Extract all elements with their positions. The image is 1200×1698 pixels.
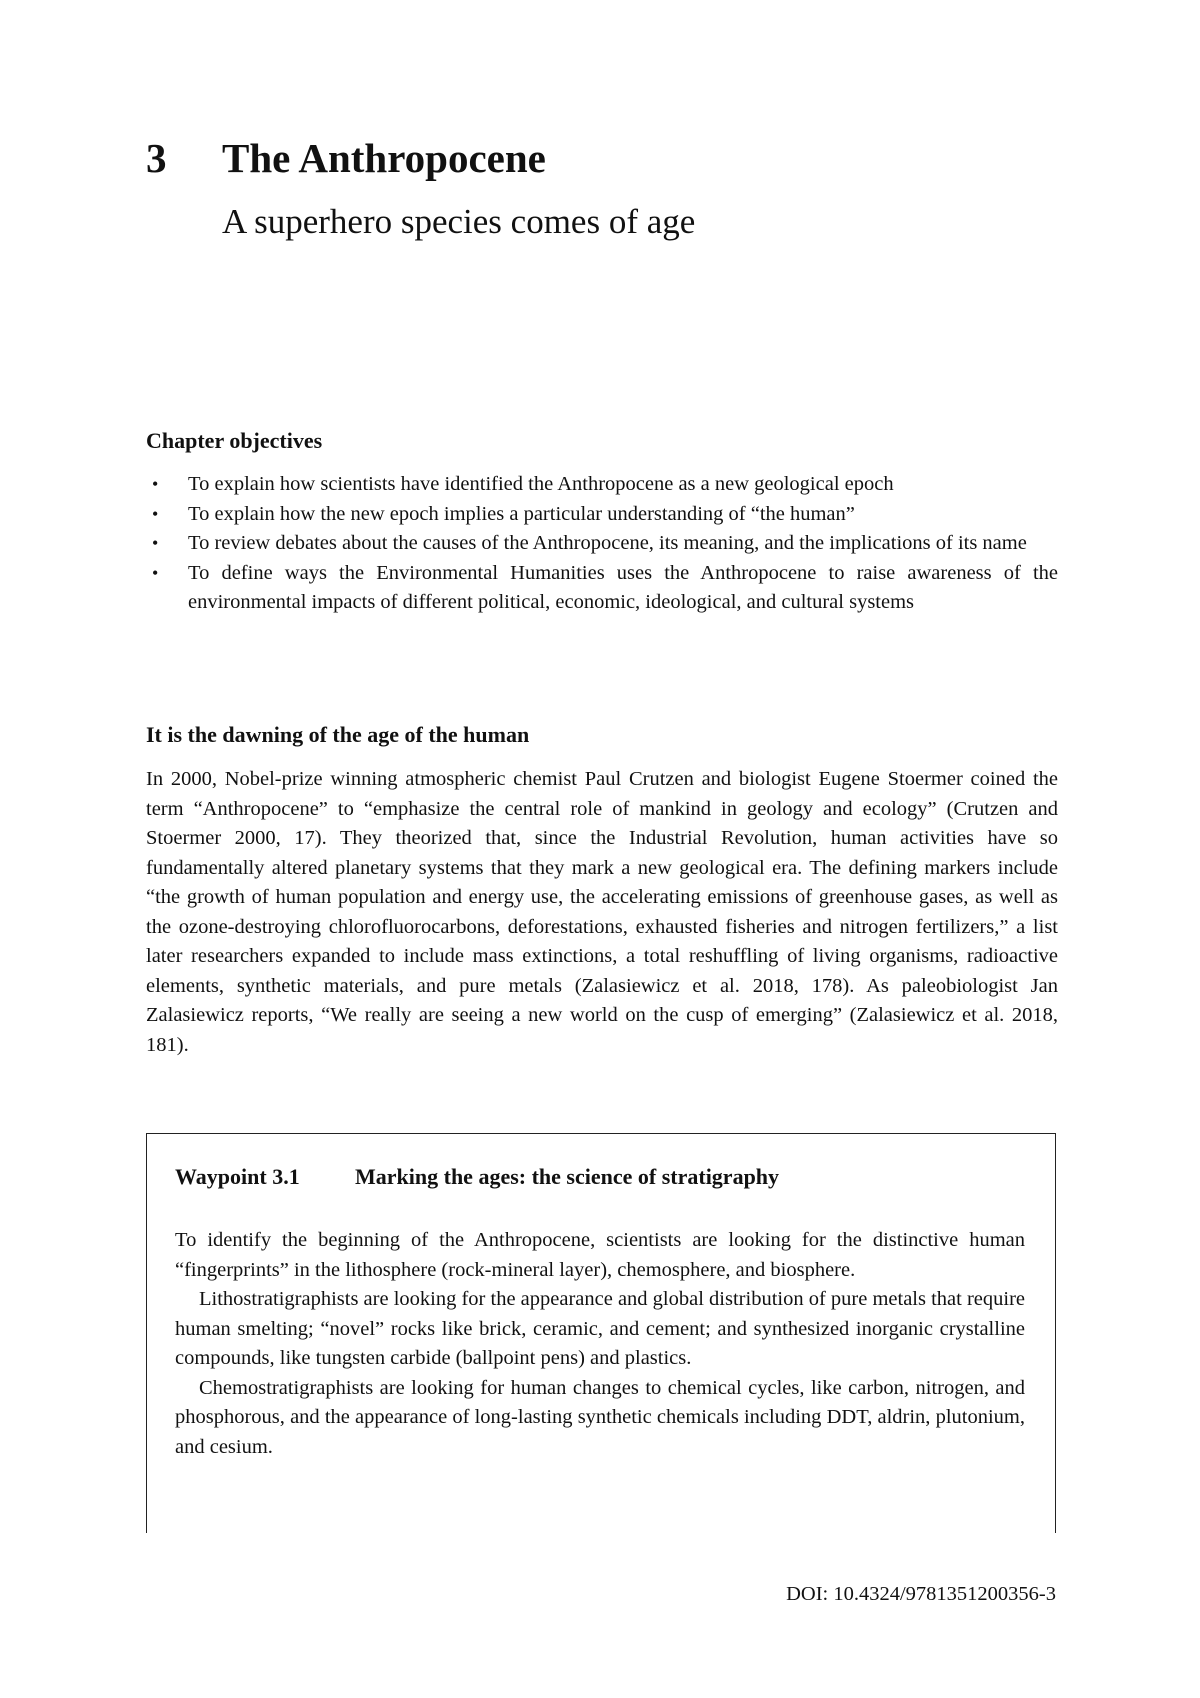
objective-text: To explain how scientists have identified the Anthropocene as a new geological epoch — [188, 473, 894, 495]
chapter-heading — [146, 135, 546, 181]
objective-text: To explain how the new epoch implies a particular understanding of “the human” — [188, 502, 855, 525]
waypoint-paragraph: Chemostratigraphists are looking for human changes to chemical cycles, like carbon, nitrogen, and phosphorous, and the appearance of long-lasting synthetic chemicals including DDT, aldrin, plutonium, and cesium. — [175, 1376, 1025, 1458]
waypoint-heading — [175, 1164, 779, 1190]
waypoint-body — [175, 1226, 1025, 1462]
waypoint-paragraph: Lithostratigraphists are looking for the appearance and global distribution of pure metals that require human smelting; “novel” rocks like brick, ceramic, and cement; and synthesized inorganic crystalline compounds, like tungsten carbide (ballpoint pens) and plastics. — [175, 1288, 1026, 1369]
waypoint-label: Waypoint 3.1 — [175, 1164, 300, 1189]
objective-item — [146, 529, 1058, 559]
doi-footer: DOI: 10.4324/9781351200356-3 — [786, 1583, 1056, 1605]
waypoint-paragraph: To identify the beginning of the Anthropocene, scientists are looking for the distinctive human “fingerprints” in the lithosphere (rock-mineral layer), chemosphere, and biosphere. — [175, 1229, 1025, 1281]
objective-text: To define ways the Environmental Humanities uses the Anthropocene to raise awareness of the environmental impacts of different political, economic, ideological, and cultural systems — [188, 561, 1058, 613]
chapter-subtitle: A superhero species comes of age — [222, 202, 696, 241]
bullet-icon: • — [152, 562, 159, 583]
chapter-number: 3 — [146, 135, 167, 181]
bullet-icon: • — [152, 474, 159, 494]
objective-item — [146, 500, 1058, 530]
objective-text: To review debates about the causes of the Anthropocene, its meaning, and the implications of its name — [188, 532, 1027, 554]
waypoint-title: Marking the ages: the science of stratigraphy — [355, 1164, 780, 1189]
objectives-heading: Chapter objectives — [146, 428, 323, 453]
bullet-icon: • — [152, 533, 159, 553]
bullet-icon: • — [152, 503, 159, 524]
objectives-list — [146, 470, 1058, 618]
objective-item — [146, 559, 1058, 618]
chapter-title: The Anthropocene — [222, 135, 546, 181]
waypoint-box — [146, 1133, 1056, 1533]
objective-item — [146, 470, 1058, 500]
body-paragraph: In 2000, Nobel-prize winning atmospheric chemist Paul Crutzen and biologist Eugene Stoermer coined the term “Anthropocene” to “emphasize the central role of mankind in geology and ecology” (Crutzen and Stoermer 2000, 17). They theorized that, since the Industrial Revolution, human activities have so fundamentally altered planetary systems that they mark a new geological era. The defining markers include “the growth of human population and energy use, the accelerating emissions of greenhouse gases, as well as the ozone-destroying chlorofluorocarbons, deforestations, exhausted fisheries and nitrogen fertilizers,” a list later researchers expanded to include mass extinctions, a total reshuffling of living organisms, radioactive elements, synthetic materials, and pure metals (Zalasiewicz et al. 2018, 178). As paleobiologist Jan Zalasiewicz reports, “We really are seeing a new world on the cusp of emerging” (Zalasiewicz et al. 2018, 181). — [146, 768, 1058, 1056]
section-heading: It is the dawning of the age of the human — [146, 722, 530, 747]
